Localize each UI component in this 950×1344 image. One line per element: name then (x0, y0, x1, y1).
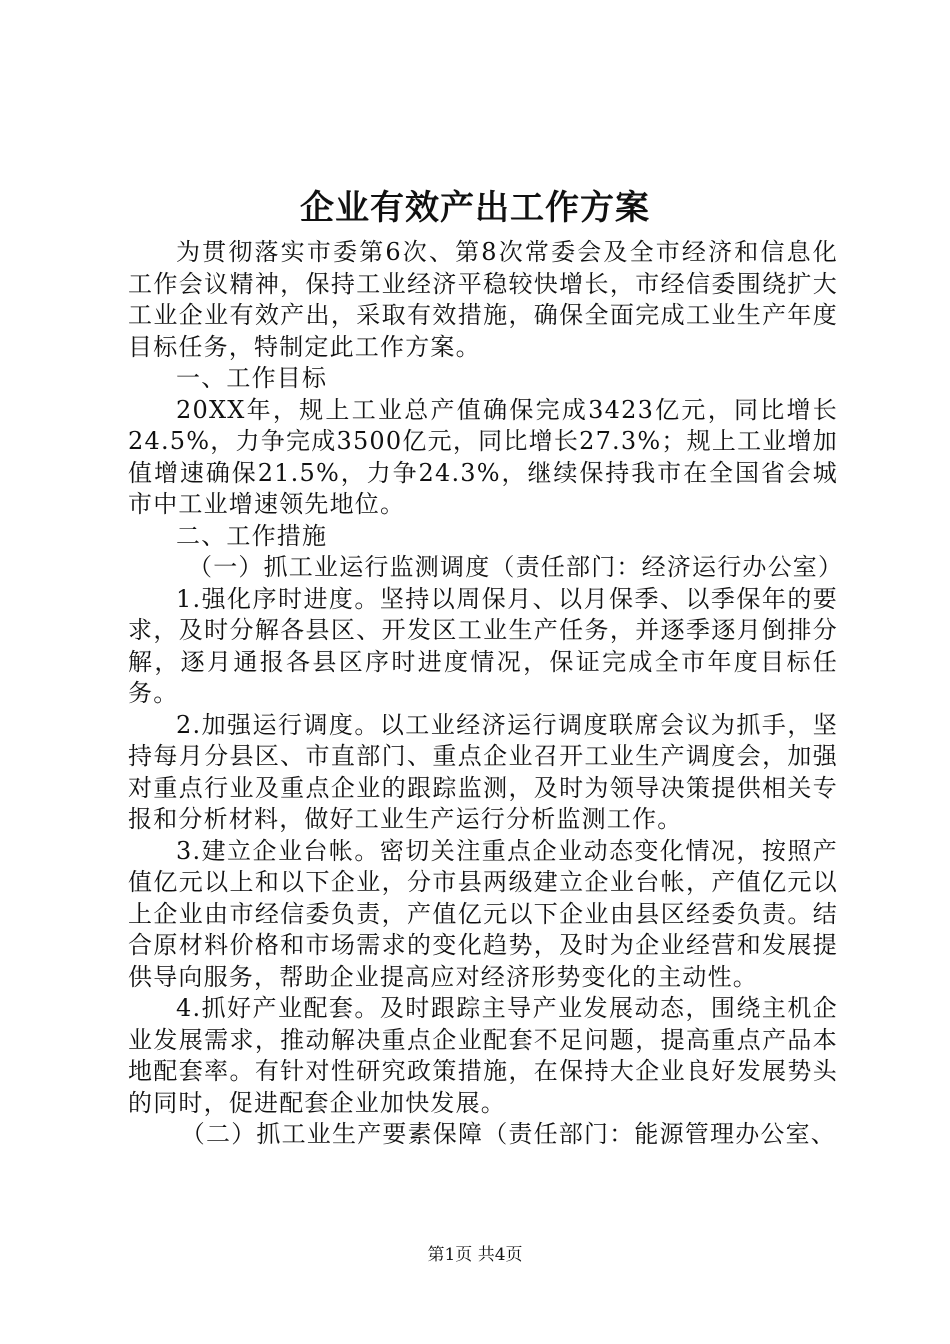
paragraph-intro: 为贯彻落实市委第6次、第8次常委会及全市经济和信息化工作会议精神，保持工业经济平稳较快增长，市经信委围绕扩大工业企业有效产出，采取有效措施，确保全面完成工业生产年度目标任务，特制定此工作方案。 (128, 238, 838, 361)
paragraph-item-2: 2.加强运行调度。以工业经济运行调度联席会议为抓手，坚持每月分县区、市直部门、重点企业召开工业生产调度会，加强对重点行业及重点企业的跟踪监测，及时为领导决策提供相关专报和分析材料，做好工业生产运行分析监测工作。 (128, 710, 838, 833)
subheading-factor-guarantee: （二）抓工业生产要素保障（责任部门：能源管理办公室、 (180, 1120, 836, 1148)
paragraph-goal: 20XX年，规上工业总产值确保完成3423亿元，同比增长24.5%，力争完成3500亿元，同比增长27.3%；规上工业增加值增速确保21.5%，力争24.3%，继续保持我市在全国省会城市中工业增速领先地位。 (128, 395, 838, 518)
subheading-monitoring: （一）抓工业运行监测调度（责任部门：经济运行办公室） (188, 553, 844, 581)
document-title: 企业有效产出工作方案 (300, 188, 650, 228)
paragraph-item-3: 3.建立企业台帐。密切关注重点企业动态变化情况，按照产值亿元以上和以下企业，分市县两级建立企业台帐，产值亿元以上企业由市经信委负责，产值亿元以下企业由县区经委负责。结合原材料价格和市场需求的变化趋势，及时为企业经营和发展提供导向服务，帮助企业提高应对经济形势变化的主动性。 (128, 836, 838, 991)
paragraph-item-1: 1.强化序时进度。坚持以周保月、以月保季、以季保年的要求，及时分解各县区、开发区工业生产任务，并逐季逐月倒排分解，逐月通报各县区序时进度情况，保证完成全市年度目标任务。 (128, 584, 838, 707)
heading-work-measures: 二、工作措施 (176, 521, 328, 550)
heading-work-goal: 一、工作目标 (176, 364, 328, 392)
paragraph-item-4: 4.抓好产业配套。及时跟踪主导产业发展动态，围绕主机企业发展需求，推动解决重点企业配套不足问题，提高重点产品本地配套率。有针对性研究政策措施，在保持大企业良好发展势头的同时，促进配套企业加快发展。 (128, 994, 838, 1117)
page-number-footer: 第1页 共4页 (427, 1245, 523, 1265)
document-body (128, 237, 844, 1151)
